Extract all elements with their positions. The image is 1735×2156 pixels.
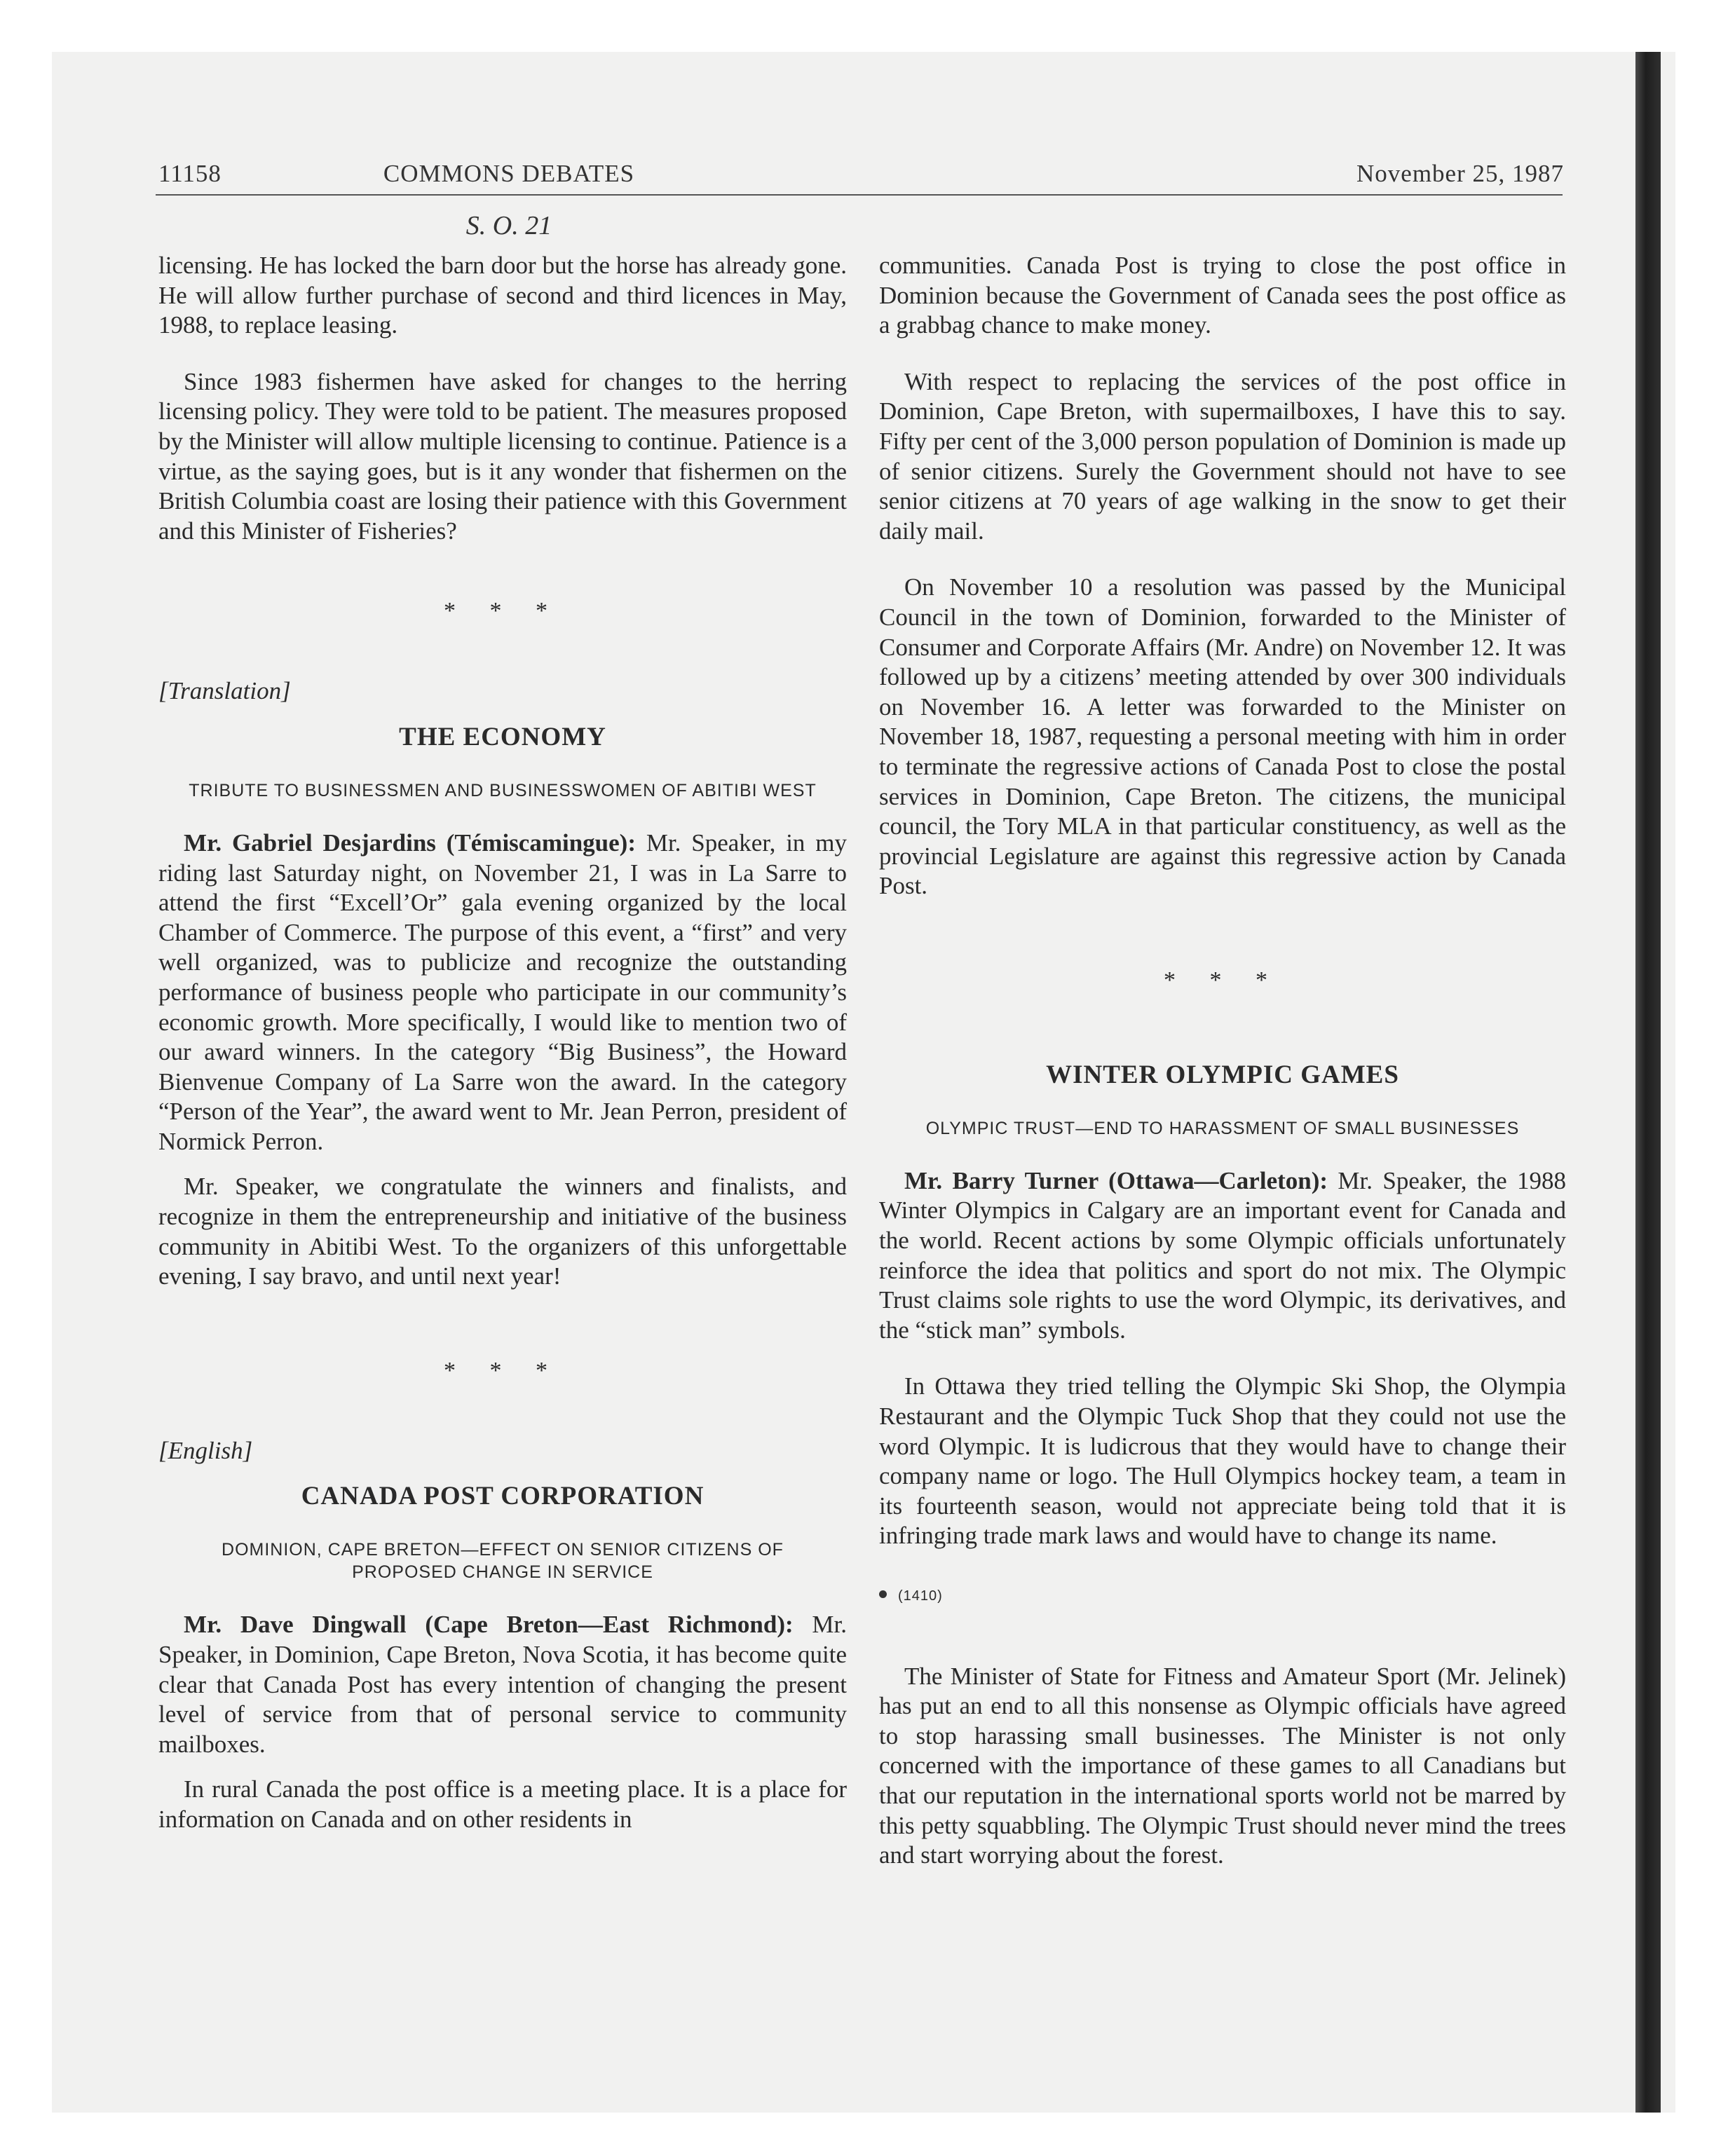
section-separator: * * *	[444, 1357, 562, 1384]
page-number: 11158	[158, 160, 222, 187]
language-marker: [Translation]	[158, 677, 291, 705]
paragraph: Mr. Speaker, we congratulate the winners and finalists, and recognize in them the entrepreneurship and initiative of the business community in Abitibi West. To the organizers of this unforgettable evening, I say bravo, and until next year!	[158, 1173, 847, 1290]
page-date: November 25, 1987	[1356, 160, 1564, 187]
binding-shadow-edge	[1635, 52, 1661, 2113]
bullet-icon	[879, 1590, 887, 1598]
speech-paragraph	[158, 1610, 847, 1759]
speaker-name: Mr. Barry Turner (Ottawa—Carleton):	[904, 1166, 1328, 1194]
speaker-name: Mr. Dave Dingwall (Cape Breton—East Richmond):	[184, 1611, 794, 1639]
speech-text: Mr. Speaker, in Dominion, Cape Breton, Nova Scotia, it has become quite clear that Canada Post has every intention of changing the present level of service from that of personal service to community mailboxes.	[158, 1611, 847, 1758]
section-separator: * * *	[1164, 967, 1281, 993]
paragraph: In Ottawa they tried telling the Olympic Ski Shop, the Olympia Restaurant and the Olympic Tuck Shop that they could not use the word Olympic. It is ludicrous that they would have to change their company name or logo. The Hull Olympics hockey team, a team in its fourteenth season, would not appreciate being told that it is infringing trade mark laws and would have to change its name.	[879, 1372, 1566, 1550]
right-column	[879, 251, 1566, 1871]
speech-paragraph	[879, 1166, 1566, 1346]
section-subheading: OLYMPIC TRUST—END TO HARASSMENT OF SMALL BUSINESSES	[925, 1118, 1520, 1138]
paragraph: In rural Canada the post office is a meeting place. It is a place for information on Canada and on other residents in	[158, 1775, 847, 1833]
paragraph: Since 1983 fishermen have asked for changes to the herring licensing policy. They were told to be patient. The measures proposed by the Minister will allow multiple licensing to continue. Patience is a virtue, as the saying goes, but is it any wonder that fishermen on the British Columbia coast are losing their patience with this Government and this Minister of Fisheries?	[158, 367, 847, 545]
standing-order-label: S. O. 21	[465, 211, 552, 240]
paragraph: With respect to replacing the services of the post office in Dominion, Cape Breton, with supermailboxes, I have this to say. Fifty per cent of the 3,000 person population of Dominion is made up of senior citizens. Surely the Government should not have to see senior citizens at 70 years of age walking in the snow to get their daily mail.	[879, 367, 1566, 545]
timestamp: (1410)	[898, 1588, 943, 1604]
section-heading: CANADA POST CORPORATION	[301, 1482, 705, 1511]
left-column	[158, 251, 847, 1835]
section-subheading: DOMINION, CAPE BRETON—EFFECT ON SENIOR CITIZENS OF PROPOSED CHANGE IN SERVICE	[222, 1540, 784, 1583]
section-heading: THE ECONOMY	[399, 722, 606, 751]
speaker-name: Mr. Gabriel Desjardins (Témiscamingue):	[184, 828, 636, 857]
paragraph: licensing. He has locked the barn door but the horse has already gone. He will allow further purchase of second and third licences in May, 1988, to replace leasing.	[158, 252, 847, 339]
section-heading: WINTER OLYMPIC GAMES	[1046, 1060, 1399, 1089]
section-subheading: TRIBUTE TO BUSINESSMEN AND BUSINESSWOMEN OF ABITIBI WEST	[189, 780, 817, 800]
section-separator: * * *	[444, 598, 562, 625]
speech-text: Mr. Speaker, the 1988 Winter Olympics in Calgary are an important event for Canada and the world. Recent actions by some Olympic officials unfortunately reinforce the idea that politics and sport do not mix. The Olympic Trust claims sole rights to use the word Olympic, its derivatives, and the “stick man” symbols.	[879, 1166, 1567, 1344]
language-marker: [English]	[158, 1436, 253, 1464]
header-rule	[156, 194, 1563, 196]
speech-text: Mr. Speaker, in my riding last Saturday night, on November 21, I was in La Sarre to attend the first “Excell’Or” gala evening organized by the local Chamber of Commerce. The purpose of this event, a “first” and very well organized, was to publicize and recognize the outstanding performance of business people who participate in our community’s economic growth. More specifically, I would like to mention two of our award winners. In the category “Big Business”, the Howard Bienvenue Company of La Sarre won the award. In the category “Person of the Year”, the award went to Mr. Jean Perron, president of Normick Perron.	[158, 828, 847, 1155]
paragraph: On November 10 a resolution was passed by the Municipal Council in the town of Dominion, forwarded to the Minister of Consumer and Corporate Affairs (Mr. Andre) on November 12. It was followed up by a citizens’ meeting attended by over 300 individuals on November 16. A letter was forwarded to the Minister on November 18, 1987, requesting a personal meeting with him in order to terminate the regressive actions of Canada Post to close the postal services in Dominion, Cape Breton. The citizens, the municipal council, the Tory MLA in that particular constituency, as well as the provincial Legislature are against this regressive action by Canada Post.	[879, 573, 1566, 900]
speech-paragraph	[158, 828, 847, 1157]
paragraph: communities. Canada Post is trying to close the post office in Dominion because the Government of Canada sees the post office as a grabbag chance to make money.	[879, 252, 1566, 339]
timestamp-line	[879, 1578, 1566, 1611]
journal-title: COMMONS DEBATES	[383, 160, 635, 187]
paragraph: The Minister of State for Fitness and Amateur Sport (Mr. Jelinek) has put an end to all this nonsense as Olympic officials have agreed to stop harassing small businesses. The Minister is not only concerned with the importance of these games to all Canadians but that our reputation in the international sports world not be marred by this petty squabbling. The Olympic Trust should never mind the trees and start worrying about the forest.	[879, 1662, 1566, 1869]
